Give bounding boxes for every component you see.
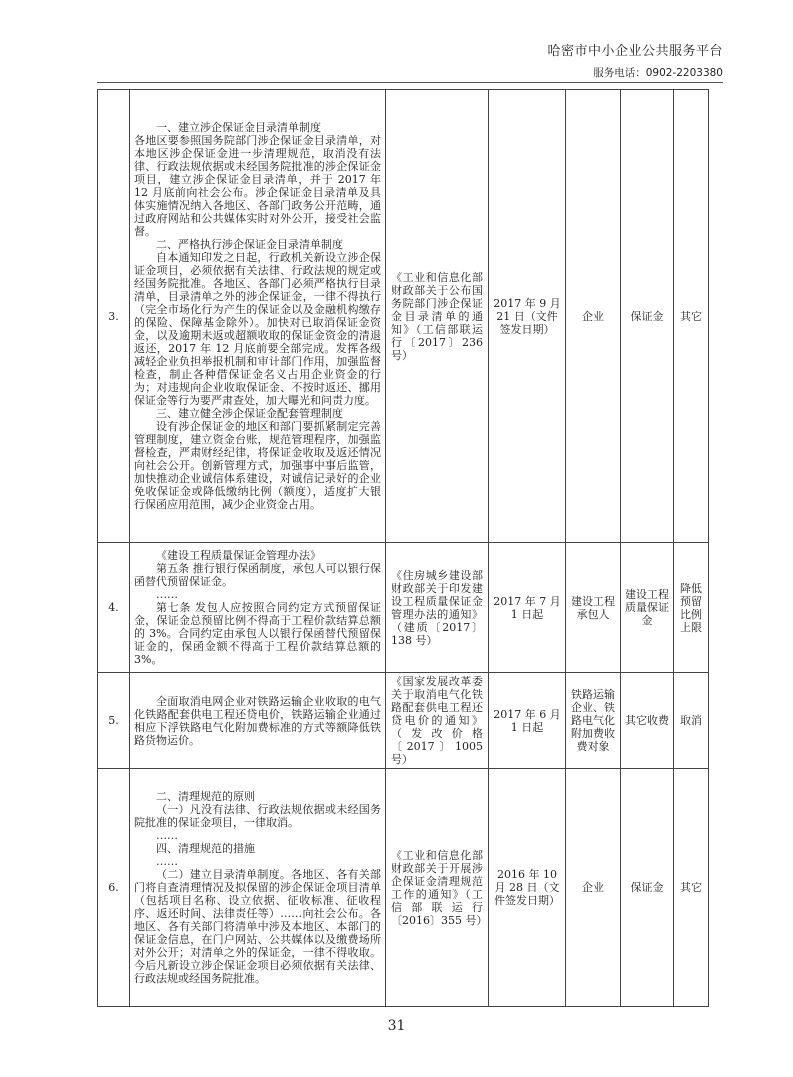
content-paragraph: 全面取消电网企业对铁路运输企业收取的电气化铁路配套供电工程还贷电价，铁路运输企业通过相应下浮铁路电气化附加费标准的方式等额降低铁路货物运价。 <box>134 694 381 747</box>
content-paragraph: 《建设工程质量保证金管理办法》 <box>156 549 321 562</box>
content-paragraph: 四、清理规范的措施 <box>156 842 255 855</box>
policy-content <box>130 543 386 673</box>
content-paragraph: 二、清理规范的原则 <box>156 790 255 803</box>
table-row <box>98 769 709 1007</box>
content-paragraph: 二、严格执行涉企保证金目录清单制度 <box>156 238 343 251</box>
policy-content <box>130 673 386 769</box>
table-row <box>98 90 709 543</box>
row-number: 5. <box>98 673 130 769</box>
content-paragraph: （一）凡没有法律、行政法规依据或未经国务院批准的保证金项目，一律取消。 <box>134 803 381 829</box>
content-paragraph: 设有涉企保证金的地区和部门要抓紧制定完善管理制度，建立资金台账，规范管理程序，加强监督检查，严肃财经纪律，将保证金收取及返还情况向社会公开。创新管理方式，加强事中事后监管，加快推动企业诚信体系建设，对诚信记录好的企业免收保证金或降低缴纳比例（额度），适度扩大银行保函应用范围，减少企业资金占用。 <box>134 420 381 511</box>
target-object: 建设工程承包人 <box>566 543 621 673</box>
fee-type: 其它收费 <box>621 673 674 769</box>
target-object: 企业 <box>566 769 621 1007</box>
fee-type: 保证金 <box>621 90 674 543</box>
remark: 其它 <box>674 90 709 543</box>
source-document: 《工业和信息化部 财政部关于开展涉企保证金清理规范工作的通知》（工信部联运行〔2016〕355 号） <box>386 769 489 1007</box>
effective-date: 2017 年 6 月 1 日起 <box>489 673 566 769</box>
page-number: 31 <box>387 1018 406 1034</box>
source-document: 《工业和信息化部 财政部关于公布国务院部门涉企保证金目录清单的通知》（工信部联运行〔2017〕236 号） <box>386 90 489 543</box>
source-document: 《住房城乡建设部 财政部关于印发建设工程质量保证金管理办法的通知》（建质〔2017〕138 号） <box>386 543 489 673</box>
table-row <box>98 673 709 769</box>
service-phone: 服务电话：0902-2203380 <box>593 67 723 79</box>
remark: 取消 <box>674 673 709 769</box>
content-paragraph: 第五条 推行银行保函制度，承包人可以银行保函替代预留保证金。 <box>134 562 381 588</box>
content-paragraph: 三、建立健全涉企保证金配套管理制度 <box>156 407 343 420</box>
fee-type: 建设工程质量保证金 <box>621 543 674 673</box>
content-paragraph: 一、建立涉企保证金目录清单制度 <box>156 121 321 134</box>
policy-content <box>130 90 386 543</box>
policy-table <box>97 89 709 1007</box>
content-paragraph: 自本通知印发之日起，行政机关新设立涉企保证金项目，必须依据有关法律、行政法规的规定或经国务院批准。各地区、各部门必须严格执行目录清单，目录清单之外的涉企保证金，一律不得执行（完全市场化行为产生的保证金以及金融机构缴存的保险、保障基金除外）。加快对已取消保证金资金，以及逾期未返或超额收取的保证金资金的清退返还，2017 年 12 月底前要全部完成。发挥各级减轻企业负担举报机制和审计部门作用，加强监督检查，制止各种借保证金名义占用企业资金的行为；对违规向企业收取保证金、不按时返还、挪用保证金等行为要严肃查处，加大曝光和问责力度。 <box>134 251 381 407</box>
fee-type: 保证金 <box>621 769 674 1007</box>
remark: 降低预留比例上限 <box>674 543 709 673</box>
header-divider <box>97 82 723 83</box>
row-number: 6. <box>98 769 130 1007</box>
target-object: 企业 <box>566 90 621 543</box>
effective-date: 2017 年 7 月 1 日起 <box>489 543 566 673</box>
effective-date: 2016 年 10 月 28 日（文件签发日期） <box>489 769 566 1007</box>
table-row <box>98 543 709 673</box>
policy-content <box>130 769 386 1007</box>
content-paragraph: （二）建立目录清单制度。各地区、各有关部门将自查清理情况及拟保留的涉企保证金项目清单（包括项目名称、设立依据、征收标准、征收程序、返还时间、法律责任等）……向社会公布。各地区、各有关部门将清单中涉及本地区、本部门的保证金信息，在门户网站、公共媒体以及缴费场所对外公开；对清单之外的保证金，一律不得收取。今后凡新设立涉企保证金项目必须依据有关法律、行政法规或经国务院批准。 <box>134 868 381 985</box>
content-paragraph: 第七条 发包人应按照合同约定方式预留保证金，保证金总预留比例不得高于工程价款结算总额的 3%。合同约定由承包人以银行保函替代预留保证金的，保函金额不得高于工程价款结算总额的 3%。 <box>134 601 381 666</box>
remark: 其它 <box>674 769 709 1007</box>
page-header <box>547 40 723 80</box>
platform-name: 哈密市中小企业公共服务平台 <box>547 44 723 59</box>
row-number: 3. <box>98 90 130 543</box>
content-paragraph: 各地区要参照国务院部门涉企保证金目录清单，对本地区涉企保证金进一步清理规范，取消没有法律、行政法规依据或未经国务院批准的涉企保证金项目，建立涉企保证金目录清单，并于 2017 年 12 月底前向社会公布。涉企保证金目录清单及具体实施情况纳入各地区、各部门政务公开范畴，通过政府网站和公共媒体实时对外公开，接受社会监督。 <box>134 134 381 238</box>
target-object: 铁路运输企业、铁路电气化附加费收费对象 <box>566 673 621 769</box>
content-paragraph: …… <box>156 855 178 868</box>
row-number: 4. <box>98 543 130 673</box>
effective-date: 2017 年 9 月 21 日（文件签发日期） <box>489 90 566 543</box>
content-paragraph: …… <box>156 588 178 601</box>
source-document: 《国家发展改革委关于取消电气化铁路配套供电工程还贷电价的通知》（发改价格〔2017〕1005 号） <box>386 673 489 769</box>
content-paragraph: …… <box>156 829 178 842</box>
